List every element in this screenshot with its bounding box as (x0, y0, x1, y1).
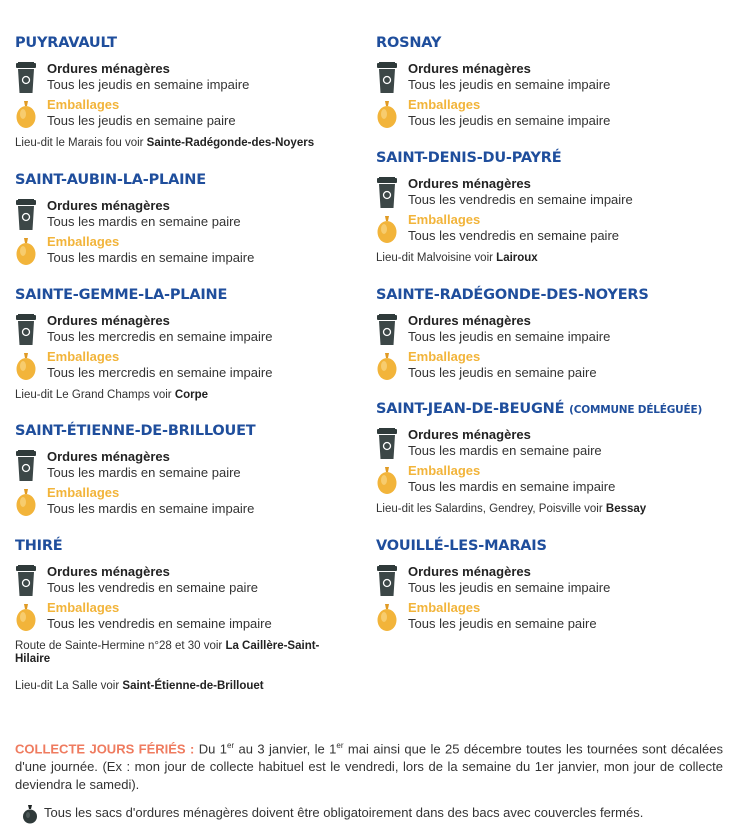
emballages-row (15, 600, 360, 636)
recycling-bag-icon (376, 212, 398, 246)
ordures-schedule: Tous les jeudis en semaine impaire (47, 77, 250, 92)
emballages-label: Emballages (408, 212, 481, 227)
trash-bin-icon (376, 176, 398, 210)
commune-vouille-les-marais (376, 536, 731, 636)
emballages-label: Emballages (47, 349, 120, 364)
commune-saint-etienne-de-brillouet (15, 421, 360, 521)
commune-saint-aubin-la-plaine (15, 170, 360, 270)
ordures-label: Ordures ménagères (408, 564, 531, 579)
recycling-bag-icon (15, 97, 37, 131)
emballages-schedule: Tous les jeudis en semaine paire (47, 113, 236, 128)
emballages-label: Emballages (408, 463, 481, 478)
emballages-row (15, 349, 360, 385)
holiday-notice: COLLECTE JOURS FÉRIÉS : Du 1er au 3 janvier, le 1er mai ainsi que le 25 décembre toutes les tournées sont décalées d'une journée. (Ex : mon jour de collecte habituel est le vendredi, lors de la semaine du 1er janvier, mon jour de collecte deviendra le samedi). (15, 741, 723, 793)
commune-sainte-gemme-la-plaine (15, 285, 360, 402)
emballages-label: Emballages (408, 349, 481, 364)
trash-bin-icon (15, 313, 37, 347)
commune-puyravault (15, 33, 360, 150)
ordures-label: Ordures ménagères (47, 198, 170, 213)
emballages-label: Emballages (47, 485, 120, 500)
ordures-label: Ordures ménagères (408, 427, 531, 442)
note: Lieu-dit Malvoisine voir Lairoux (376, 252, 538, 264)
ordures-label: Ordures ménagères (47, 449, 170, 464)
ordures-label: Ordures ménagères (47, 313, 170, 328)
emballages-schedule: Tous les mardis en semaine impaire (47, 501, 255, 516)
commune-title: SAINTE-RADÉGONDE-DES-NOYERS (376, 287, 649, 303)
commune-title: SAINT-AUBIN-LA-PLAINE (15, 172, 206, 188)
commune-title: SAINT-ÉTIENNE-DE-BRILLOUET (15, 423, 256, 439)
emballages-label: Emballages (47, 234, 120, 249)
emballages-schedule: Tous les mercredis en semaine impaire (47, 365, 273, 380)
commune-saint-jean-de-beugne (376, 399, 731, 516)
recycling-bag-icon (15, 349, 37, 383)
emballages-row (376, 600, 731, 636)
commune-title: SAINTE-GEMME-LA-PLAINE (15, 287, 228, 303)
commune-subtitle: (COMMUNE DÉLÉGUÉE) (569, 404, 703, 416)
commune-title: SAINT-JEAN-DE-BEUGNÉ (COMMUNE DÉLÉGUÉE) (376, 401, 703, 417)
note: Lieu-dit le Marais fou voir Sainte-Radégonde-des-Noyers (15, 137, 315, 149)
ordures-row (376, 427, 731, 463)
ordures-schedule: Tous les mardis en semaine paire (408, 443, 602, 458)
trash-bin-icon (376, 427, 398, 461)
emballages-row (376, 212, 731, 248)
trash-bin-icon (15, 61, 37, 95)
emballages-schedule: Tous les jeudis en semaine impaire (408, 113, 611, 128)
commune-sainte-radegonde-des-noyers (376, 285, 731, 385)
ordures-label: Ordures ménagères (47, 61, 170, 76)
emballages-schedule: Tous les vendredis en semaine impaire (47, 616, 272, 631)
trash-bin-icon (15, 449, 37, 483)
ordures-label: Ordures ménagères (47, 564, 170, 579)
emballages-schedule: Tous les jeudis en semaine paire (408, 616, 597, 631)
ordures-schedule: Tous les jeudis en semaine impaire (408, 329, 611, 344)
recycling-bag-icon (376, 463, 398, 497)
holiday-notice-title: COLLECTE JOURS FÉRIÉS : (15, 741, 195, 757)
black-bag-icon (22, 804, 38, 824)
emballages-row (376, 97, 731, 133)
ordures-schedule: Tous les mercredis en semaine impaire (47, 329, 273, 344)
ordures-label: Ordures ménagères (408, 176, 531, 191)
trash-bin-icon (376, 61, 398, 95)
trash-bin-icon (15, 564, 37, 598)
trash-bin-icon (376, 564, 398, 598)
emballages-schedule: Tous les jeudis en semaine paire (408, 365, 597, 380)
emballages-schedule: Tous les mardis en semaine impaire (408, 479, 616, 494)
note: Route de Sainte-Hermine n°28 et 30 voir La Caillère-Saint-Hilaire (15, 640, 320, 665)
recycling-bag-icon (15, 600, 37, 634)
ordures-label: Ordures ménagères (408, 61, 531, 76)
ordures-schedule: Tous les mardis en semaine paire (47, 214, 241, 229)
ordures-schedule: Tous les jeudis en semaine impaire (408, 580, 611, 595)
ordures-row (15, 564, 360, 600)
emballages-label: Emballages (47, 97, 120, 112)
recycling-bag-icon (15, 485, 37, 519)
ordures-schedule: Tous les mardis en semaine paire (47, 465, 241, 480)
emballages-label: Emballages (408, 97, 481, 112)
commune-saint-denis-du-payre (376, 148, 731, 265)
ordures-schedule: Tous les jeudis en semaine impaire (408, 77, 611, 92)
emballages-row (15, 485, 360, 521)
emballages-row (376, 349, 731, 385)
ordures-row (376, 61, 731, 97)
commune-rosnay (376, 33, 731, 133)
ordures-schedule: Tous les vendredis en semaine paire (47, 580, 259, 595)
ordures-row (376, 176, 731, 212)
recycling-bag-icon (376, 97, 398, 131)
emballages-row (15, 97, 360, 133)
ordures-label: Ordures ménagères (408, 313, 531, 328)
ordures-row (15, 313, 360, 349)
recycling-bag-icon (376, 600, 398, 634)
bag-warning-text: Tous les sacs d'ordures ménagères doivent être obligatoirement dans des bacs avec couvercles fermés. (44, 805, 644, 820)
note: Lieu-dit les Salardins, Gendrey, Poisville voir Bessay (376, 503, 647, 515)
commune-title: SAINT-DENIS-DU-PAYRÉ (376, 150, 562, 166)
emballages-schedule: Tous les vendredis en semaine paire (408, 228, 620, 243)
note: Lieu-dit Le Grand Champs voir Corpe (15, 389, 209, 401)
note: Lieu-dit La Salle voir Saint-Étienne-de-Brillouet (15, 680, 264, 692)
ordures-row (376, 313, 731, 349)
commune-thire (15, 536, 360, 693)
ordures-row (376, 564, 731, 600)
ordures-schedule: Tous les vendredis en semaine impaire (408, 192, 633, 207)
emballages-label: Emballages (47, 600, 120, 615)
trash-bin-icon (15, 198, 37, 232)
ordures-row (15, 449, 360, 485)
commune-title: VOUILLÉ-LES-MARAIS (376, 538, 547, 554)
emballages-schedule: Tous les mardis en semaine impaire (47, 250, 255, 265)
ordures-row (15, 198, 360, 234)
commune-title: PUYRAVAULT (15, 35, 117, 51)
emballages-label: Emballages (408, 600, 481, 615)
ordures-row (15, 61, 360, 97)
emballages-row (376, 463, 731, 499)
commune-title: THIRÉ (15, 538, 63, 554)
commune-title: ROSNAY (376, 35, 442, 51)
trash-bin-icon (376, 313, 398, 347)
recycling-bag-icon (15, 234, 37, 268)
recycling-bag-icon (376, 349, 398, 383)
emballages-row (15, 234, 360, 270)
